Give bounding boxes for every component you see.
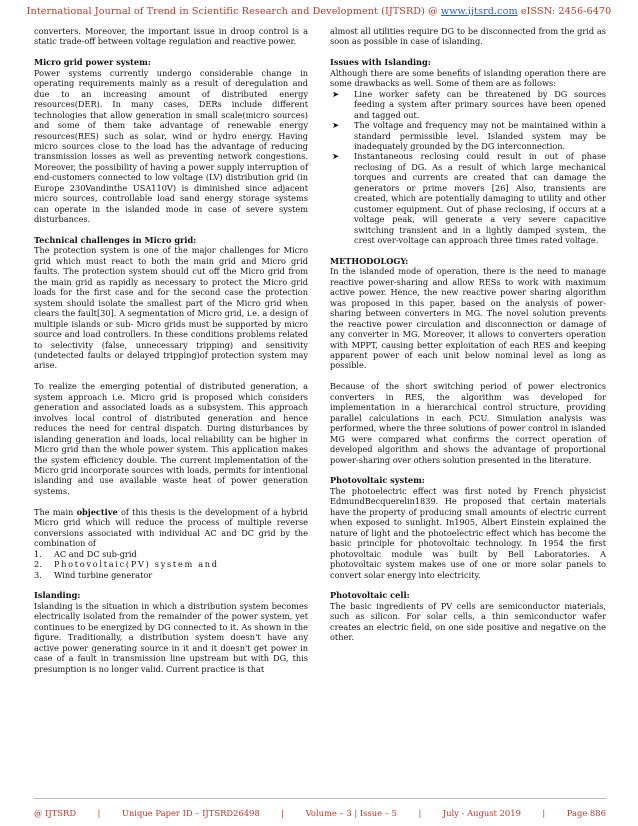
paragraph: To realize the emerging potential of distributed generation, a system approach i.e. Micro grid is proposed which considers generation and associated loads as a subsystem. This approach involves local control of distributed generation and hence reduces the need for central dispatch. During disturbances by islanding generation and loads, local reliability can be higher in Micro grid than the whole power system. This application makes the system efficiency double. The current implementation of the Micro grid incorporate sources with loads, permits for intentional islanding and use available waste heat of power generation systems. bbox=[34, 381, 308, 496]
footer-separator: | bbox=[418, 808, 422, 818]
objective-paragraph bbox=[34, 507, 308, 549]
list-text: Wind turbine generator bbox=[54, 569, 153, 580]
bullet-item bbox=[330, 151, 606, 245]
footer-date: July - August 2019 bbox=[442, 808, 521, 818]
footer-separator: | bbox=[542, 808, 546, 818]
bullet-list bbox=[330, 89, 606, 246]
arrow-bullet-icon: ➤ bbox=[332, 88, 340, 99]
section-heading: Technical challenges in Micro grid: bbox=[34, 235, 197, 246]
bullet-text: Line worker safety can be threatened by DG sources feeding a system after primary sources have been opened and tagged out. bbox=[354, 88, 606, 120]
objective-keyword: objective bbox=[76, 506, 118, 517]
section-heading: Photovoltaic system: bbox=[330, 475, 425, 486]
list-item bbox=[34, 570, 308, 580]
section-heading: Issues with Islanding: bbox=[330, 57, 431, 68]
arrow-bullet-icon: ➤ bbox=[332, 120, 340, 131]
section-heading: Micro grid power system: bbox=[34, 57, 151, 68]
footer-separator: | bbox=[281, 808, 285, 818]
list-number: 2. bbox=[34, 559, 42, 570]
bullet-text: Instantaneous reclosing could result in out of phase reclosing of DG. As a result of which large mechanical torques and currents are created that can damage the generators or prime movers [26] Also, transients are created, which are potentially damaging to utility and other customer equipment. Out of phase reclosing, if occurs at a voltage peak, will generate a very severe capacitive switching transient and in a lightly damped system, the crest over-voltage can approach three times rated voltage. bbox=[354, 151, 606, 246]
section-heading: Photovoltaic cell: bbox=[330, 590, 410, 601]
section-heading: METHODOLOGY: bbox=[330, 255, 409, 266]
list-number: 3. bbox=[34, 569, 42, 580]
paragraph: converters. Moreover, the important issue in droop control is a static trade-off between voltage regulation and reactive power. bbox=[34, 26, 308, 47]
numbered-list bbox=[34, 549, 308, 580]
footer-paper-id: Unique Paper ID – IJTSRD26498 bbox=[121, 808, 260, 818]
footer-volume: Volume – 3 | Issue – 5 bbox=[305, 808, 397, 818]
footer-separator: | bbox=[97, 808, 101, 818]
footer-journal: @ IJTSRD bbox=[34, 808, 77, 818]
bullet-item bbox=[330, 89, 606, 120]
paragraph: Although there are some benefits of islanding operation there are some drawbacks as well. Some of them are as follows: bbox=[330, 67, 606, 89]
arrow-bullet-icon: ➤ bbox=[332, 151, 340, 162]
paragraph: Because of the short switching period of power electronics converters in RES, the algorithm was developed for implementation in a hierarchical control structure, providing parallel calculations in each PCU. Simulation analysis was performed, where the three solutions of power control in islanded MG were compared what confirms the correct operation of developed algorithm and shows the advantage of proportional power-sharing over others solution presented in the literature. bbox=[330, 381, 606, 465]
paragraph: Power systems currently undergo considerable change in operating requirements mainly as a result of deregulation and due to an increasing amount of distributed energy resources(DER). In many cases, DERs include different technologies that allow generation in small scale(micro sources) and some of them take advantage of renewable energy resources(RES) such as solar, wind or hydro energy. Having micro sources close to the load has the advantage of reducing transmission losses as well as preventing network congestions. Moreover, the possibility of having a power supply interruption of end-customers connected to low voltage (LV) distribution grid (in Europe 230Vandinthe USA110V) is diminished since adjacent micro sources, controllable load sand energy storage systems can operate in the islanded mode in case of severe system disturbances. bbox=[34, 67, 308, 225]
header-text: International Journal of Trend in Scientific Research and Development (IJTSRD) @ bbox=[26, 6, 438, 17]
footer-divider bbox=[34, 798, 606, 799]
header-eissn: eISSN: 2456-6470 bbox=[520, 6, 612, 17]
paragraph: In the islanded mode of operation, there is the need to manage reactive power-sharing and allow RESs to work with maximum active power. Hence, the new reactive power sharing algorithm was proposed in this paper, based on the analysis of power-sharing between converters in MG. The novel solution prevents the reactive power circulation and disconnection or damage of any converter in MG. Moreover, it allows to converters operation with MPPT, causing better exploitation of each RES and keeping apparent power of each unit below nominal level as long as possible. bbox=[330, 266, 606, 371]
list-item bbox=[34, 549, 308, 559]
journal-link[interactable]: www.ijtsrd.com bbox=[440, 6, 518, 17]
list-text: Photovoltaic(PV) system and bbox=[54, 559, 219, 570]
bullet-text: The voltage and frequency may not be maintained within a standard permissible level. Islanded system may be inadequately grounded by the DG interconnection. bbox=[354, 120, 606, 151]
section-heading: Islanding: bbox=[34, 590, 81, 601]
right-column bbox=[330, 26, 606, 643]
paragraph: The protection system is one of the major challenges for Micro grid which must react to both the main grid and Micro grid faults. The protection system should cut off the Micro grid from the main grid as rapidly as necessary to protect the Micro grid loads for the first case and for the second case the protection system should isolate the smallest part of the Micro grid when clears the fault[30]. A segmentation of Micro grid, i.e. a design of multiple islands or sub- Micro grids must be supported by micro source and load controllers. In these conditions problems related to selectivity (false, unnecessary tripping) and sensitivity (undetected faults or delayed tripping)of protection system may arise. bbox=[34, 245, 308, 371]
list-item bbox=[34, 559, 308, 569]
left-column bbox=[34, 26, 308, 674]
page-footer bbox=[34, 808, 606, 818]
paragraph: almost all utilities require DG to be disconnected from the grid as soon as possible in case of islanding. bbox=[330, 26, 606, 47]
paragraph: The photoelectric effect was first noted by French physicist EdmundBecquerelin1839. He proposed that certain materials have the property of producing small amounts of electric current when exposed to sunlight. In1905, Albert Einstein explained the nature of light and the photoelectric effect which has become the basic principle for photovoltaic technology. In 1954 the first photovoltaic module was built by Bell Laboratories. A photovoltaic system makes use of one or more solar panels to convert solar energy into electricity. bbox=[330, 485, 606, 580]
journal-header bbox=[0, 6, 638, 17]
list-number: 1. bbox=[34, 548, 42, 559]
objective-pre: The main bbox=[34, 506, 77, 517]
footer-page-number: Page 886 bbox=[566, 808, 606, 818]
paragraph: Islanding is the situation in which a distribution system becomes electrically isolated from the remainder of the power system, yet continues to be energized by DG connected to it. As shown in the figure. Traditionally, a distribution system doesn't have any active power generating source in it and it doesn't get power in case of a fault in transmission line upstream but with DG, this presumption is no longer valid. Current practice is that bbox=[34, 600, 308, 674]
bullet-item bbox=[330, 120, 606, 151]
list-text: AC and DC sub-grid bbox=[54, 548, 137, 559]
objective-post: of this thesis is the development of a hybrid Micro grid which will reduce the process of multiple reverse conversions associated with individual AC and DC grid by the combination of bbox=[34, 506, 308, 549]
paragraph: The basic ingredients of PV cells are semiconductor materials, such as silicon. For solar cells, a thin semiconductor wafer creates an electric field, on one side positive and negative on the other. bbox=[330, 600, 606, 643]
